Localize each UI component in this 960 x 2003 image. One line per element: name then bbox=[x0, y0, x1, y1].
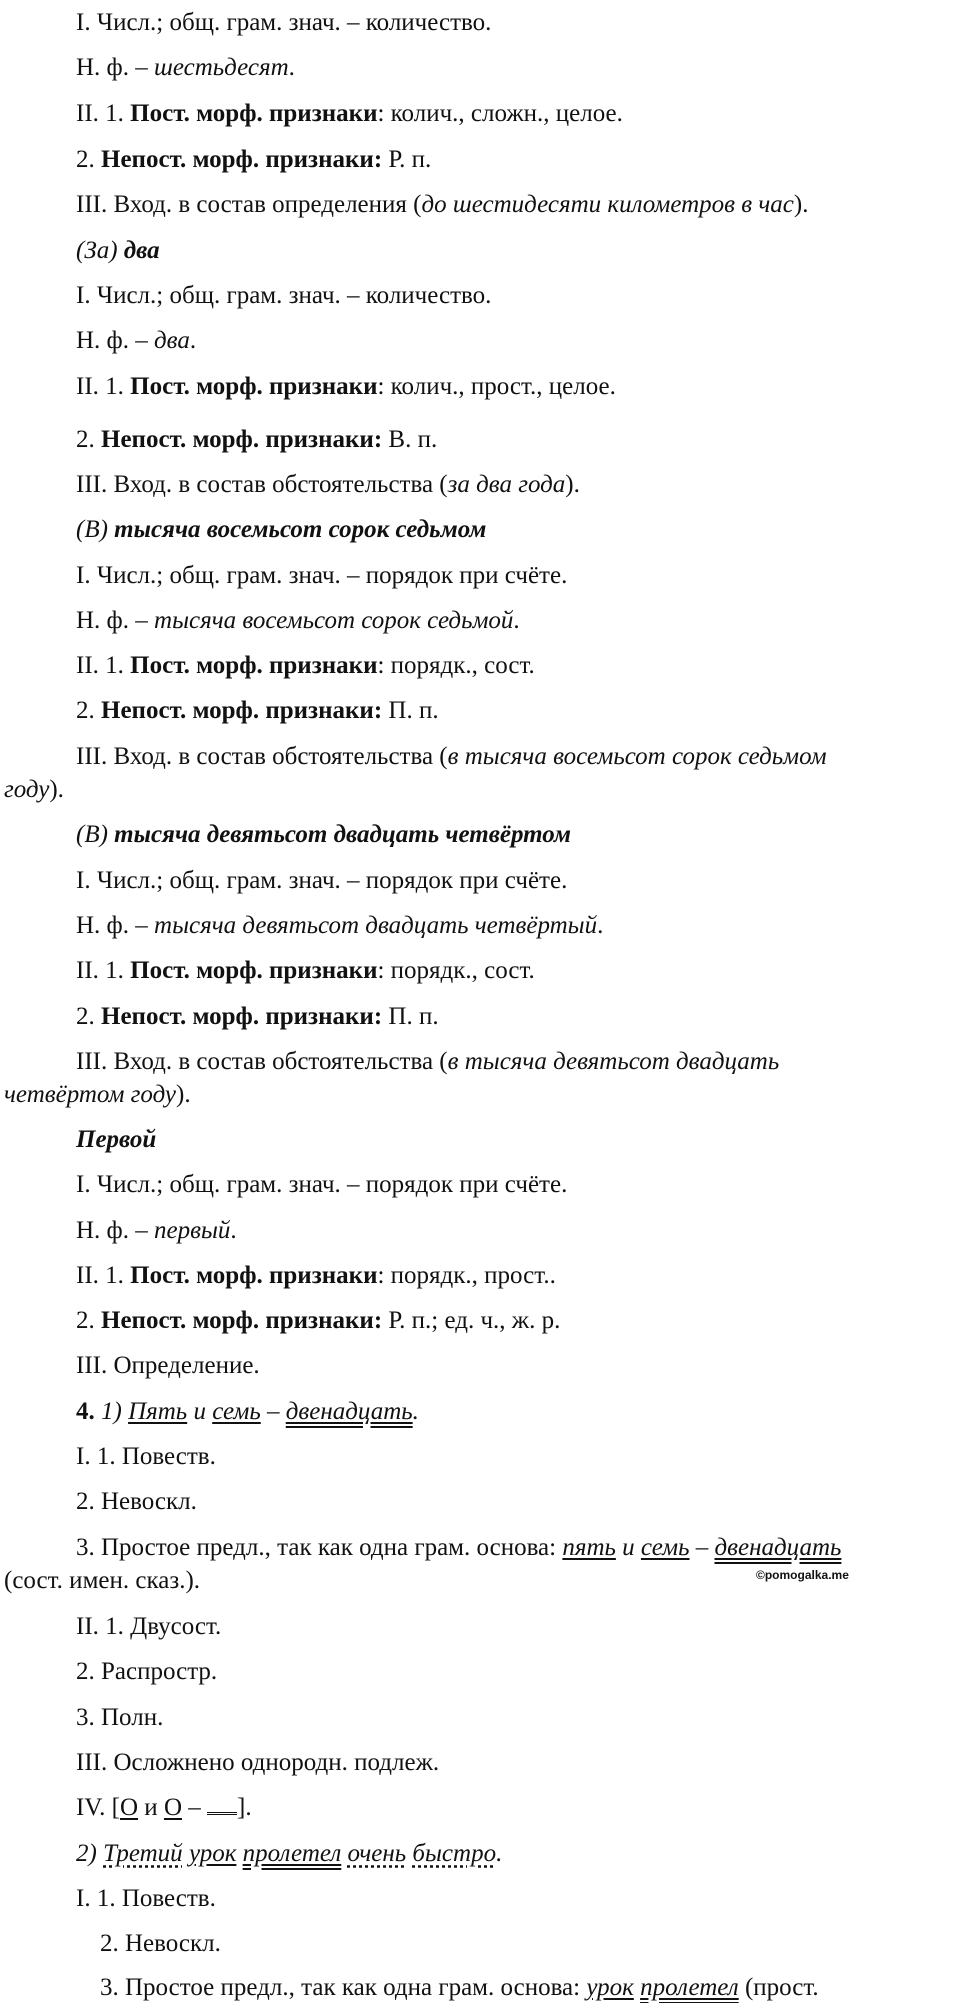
line-text: I. Числ.; общ. грам. знач. – порядок при счёте. bbox=[76, 867, 568, 894]
subject-word: Пять bbox=[128, 1398, 188, 1425]
bold-text: Непост. морф. признаки: bbox=[101, 1307, 383, 1334]
text-line bbox=[76, 1442, 216, 1472]
text-line bbox=[76, 1047, 779, 1077]
line-text: III. Осложнено однородн. подлеж. bbox=[76, 1749, 440, 1776]
scheme-subject: О bbox=[119, 1794, 139, 1821]
line-text: (сост. имен. сказ.). bbox=[4, 1567, 201, 1594]
bold-text: Пост. морф. признаки bbox=[130, 652, 378, 679]
text-line bbox=[76, 1703, 163, 1733]
text-line bbox=[76, 956, 535, 986]
line-text: ). bbox=[49, 776, 64, 803]
text-line bbox=[76, 190, 808, 220]
line-text: 2. bbox=[76, 426, 101, 453]
line-text: IV. [ bbox=[76, 1794, 120, 1821]
line-text: III. Определение. bbox=[76, 1352, 260, 1379]
line-text: П. п. bbox=[382, 697, 439, 724]
predicate-word: пролетел bbox=[640, 1974, 739, 2001]
line-text: Р. п.; ед. ч., ж. р. bbox=[382, 1307, 561, 1334]
bold-text: Непост. морф. признаки: bbox=[101, 146, 383, 173]
line-text: Н. ф. – bbox=[76, 54, 155, 81]
text-line bbox=[76, 1884, 216, 1914]
italic-text: году bbox=[4, 776, 50, 803]
line-text: II. 1. bbox=[76, 957, 131, 984]
adverbial-word: быстро bbox=[412, 1840, 497, 1867]
text-line bbox=[76, 53, 295, 83]
italic-text: (За) bbox=[76, 237, 124, 264]
text-line bbox=[76, 425, 437, 455]
predicate-word: двенадцать bbox=[285, 1398, 413, 1425]
line-text: I. 1. Повеств. bbox=[76, 1885, 216, 1912]
text-line bbox=[100, 1973, 819, 2003]
bold-text: Пост. морф. признаки bbox=[130, 957, 378, 984]
text-line bbox=[76, 8, 491, 38]
italic-text: 1) bbox=[94, 1398, 129, 1425]
line-text: – bbox=[182, 1794, 207, 1821]
line-text: III. Вход. в состав определения ( bbox=[76, 191, 422, 218]
bold-italic-heading: тысяча восемьсот сорок седьмом bbox=[114, 516, 487, 543]
line-text: 2. bbox=[76, 697, 101, 724]
text-line bbox=[76, 1748, 439, 1778]
line-text: Н. ф. – bbox=[76, 912, 155, 939]
text-line bbox=[76, 470, 580, 500]
line-text: I. Числ.; общ. грам. знач. – порядок при счёте. bbox=[76, 562, 568, 589]
text-line bbox=[76, 606, 520, 636]
line-text: I. Числ.; общ. грам. знач. – количество. bbox=[76, 9, 492, 36]
line-text: 3. Простое предл., так как одна грам. основа: bbox=[100, 1974, 587, 2001]
italic-text: в тысяча восемьсот сорок седьмом bbox=[447, 743, 827, 770]
italic-text: до шестидесяти километров в час bbox=[421, 191, 794, 218]
bold-italic-heading: два bbox=[123, 237, 160, 264]
text-line bbox=[4, 775, 64, 805]
line-text: 2. Невоскл. bbox=[76, 1488, 197, 1515]
line-text: ). bbox=[565, 471, 580, 498]
line-text: I. 1. Повеств. bbox=[76, 1443, 216, 1470]
line-text: . bbox=[597, 912, 604, 939]
scheme-subject: О bbox=[163, 1794, 182, 1821]
line-text: III. Вход. в состав обстоятельства ( bbox=[76, 743, 448, 770]
text-line bbox=[76, 1261, 556, 1291]
line-text: ]. bbox=[237, 1794, 252, 1821]
line-text: 2. bbox=[76, 1307, 101, 1334]
italic-text: 2) bbox=[76, 1840, 104, 1867]
predicate-word: пролетел bbox=[242, 1840, 342, 1867]
line-text: 3. Полн. bbox=[76, 1704, 164, 1731]
italic-text: (В) bbox=[76, 821, 115, 848]
line-text: П. п. bbox=[382, 1003, 439, 1030]
line-text: (прост. bbox=[738, 1974, 819, 2001]
line-text: Р. п. bbox=[382, 146, 432, 173]
text-line bbox=[100, 1929, 221, 1959]
text-line bbox=[76, 1306, 560, 1336]
heading-line bbox=[76, 1125, 156, 1155]
subject-word: семь bbox=[212, 1398, 261, 1425]
bold-italic-heading: тысяча девятьсот двадцать четвёртом bbox=[114, 821, 571, 848]
line-text: : порядк., сост. bbox=[377, 652, 535, 679]
line-text: I. Числ.; общ. грам. знач. – порядок при счёте. bbox=[76, 1171, 568, 1198]
text-line bbox=[76, 1216, 237, 1246]
text-line bbox=[76, 1170, 567, 1200]
line-text: Н. ф. – bbox=[76, 1217, 155, 1244]
bold-text: Непост. морф. признаки: bbox=[101, 697, 383, 724]
line-text: : порядк., сост. bbox=[377, 957, 535, 984]
line-text: и bbox=[138, 1794, 164, 1821]
line-text: III. Вход. в состав обстоятельства ( bbox=[76, 1048, 448, 1075]
line-text: В. п. bbox=[382, 426, 438, 453]
text-line bbox=[76, 1351, 260, 1381]
italic-text: и bbox=[615, 1534, 641, 1561]
text-line bbox=[76, 911, 603, 941]
line-text: Н. ф. – bbox=[76, 327, 155, 354]
line-text: . bbox=[189, 327, 197, 354]
line-text: 2. bbox=[76, 146, 101, 173]
text-line bbox=[76, 1612, 221, 1642]
line-text: 2. Невоскл. bbox=[100, 1930, 221, 1957]
text-line bbox=[76, 696, 439, 726]
heading-line bbox=[76, 515, 486, 545]
italic-text: – bbox=[689, 1534, 715, 1561]
line-text: . bbox=[288, 54, 295, 81]
bold-text: Непост. морф. признаки: bbox=[101, 1003, 383, 1030]
subject-word: урок bbox=[188, 1840, 237, 1867]
italic-text: . bbox=[412, 1398, 419, 1425]
italic-text: – bbox=[260, 1398, 286, 1425]
line-text: ). bbox=[176, 1081, 191, 1108]
line-text: II. 1. bbox=[76, 652, 131, 679]
text-line bbox=[76, 1657, 217, 1687]
text-line bbox=[4, 1080, 191, 1110]
subject-word: пять bbox=[562, 1534, 616, 1561]
italic-text: и bbox=[187, 1398, 213, 1425]
line-text: : колич., сложн., целое. bbox=[377, 100, 623, 127]
task-number: 4. bbox=[76, 1398, 95, 1425]
text-line bbox=[76, 326, 196, 356]
text-line bbox=[76, 372, 616, 402]
line-text: 2. Распростр. bbox=[76, 1658, 218, 1685]
line-text: . bbox=[230, 1217, 237, 1244]
italic-text: в тысяча девятьсот двадцать bbox=[447, 1048, 780, 1075]
italic-text: (В) bbox=[76, 516, 115, 543]
bold-italic-heading: Первой bbox=[76, 1126, 157, 1153]
italic-text: четвёртом году bbox=[4, 1081, 177, 1108]
text-line bbox=[76, 1002, 439, 1032]
line-text: II. 1. bbox=[76, 1262, 131, 1289]
italic-text: . bbox=[496, 1840, 503, 1867]
sentence-line bbox=[76, 1839, 502, 1869]
italic-text: тысяча восемьсот сорок седьмой bbox=[154, 607, 514, 634]
heading-line bbox=[76, 820, 571, 850]
text-line bbox=[76, 1533, 841, 1563]
italic-text: за два года bbox=[447, 471, 566, 498]
bold-text: Пост. морф. признаки bbox=[130, 1262, 378, 1289]
text-line bbox=[76, 99, 623, 129]
italic-text: тысяча девятьсот двадцать четвёртый bbox=[154, 912, 598, 939]
italic-text: первый bbox=[154, 1217, 231, 1244]
text-line bbox=[76, 742, 827, 772]
bold-text: Непост. морф. признаки: bbox=[101, 426, 383, 453]
attribute-word: Третий bbox=[103, 1840, 183, 1867]
text-line bbox=[76, 1487, 197, 1517]
line-text: III. Вход. в состав обстоятельства ( bbox=[76, 471, 448, 498]
scheme-predicate bbox=[207, 1794, 237, 1815]
bold-text: Пост. морф. признаки bbox=[130, 373, 378, 400]
subject-word: урок bbox=[586, 1974, 634, 2001]
line-text: Н. ф. – bbox=[76, 607, 155, 634]
scheme-line bbox=[76, 1793, 252, 1823]
text-line bbox=[76, 561, 567, 591]
line-text: II. 1. bbox=[76, 373, 131, 400]
heading-line bbox=[76, 236, 160, 266]
predicate-word: двенадцать bbox=[714, 1534, 842, 1561]
line-text: II. 1. bbox=[76, 100, 131, 127]
adverbial-word: очень bbox=[347, 1840, 407, 1867]
line-text: 2. bbox=[76, 1003, 101, 1030]
watermark: ©pomogalka.me bbox=[756, 1568, 849, 1582]
italic-text: два bbox=[154, 327, 190, 354]
line-text: 3. Простое предл., так как одна грам. основа: bbox=[76, 1534, 563, 1561]
line-text: II. 1. Двусост. bbox=[76, 1613, 222, 1640]
text-line bbox=[76, 145, 431, 175]
text-line bbox=[76, 651, 535, 681]
bold-text: Пост. морф. признаки bbox=[130, 100, 378, 127]
line-text: ). bbox=[793, 191, 809, 218]
text-line bbox=[4, 1566, 200, 1596]
sentence-line bbox=[76, 1397, 419, 1427]
line-text: I. Числ.; общ. грам. знач. – количество. bbox=[76, 282, 492, 309]
subject-word: семь bbox=[640, 1534, 690, 1561]
line-text: : колич., прост., целое. bbox=[377, 373, 616, 400]
line-text: . bbox=[513, 607, 520, 634]
text-line bbox=[76, 281, 491, 311]
line-text: : порядк., прост.. bbox=[377, 1262, 556, 1289]
italic-text: шестьдесят bbox=[154, 54, 289, 81]
text-line bbox=[76, 866, 567, 896]
